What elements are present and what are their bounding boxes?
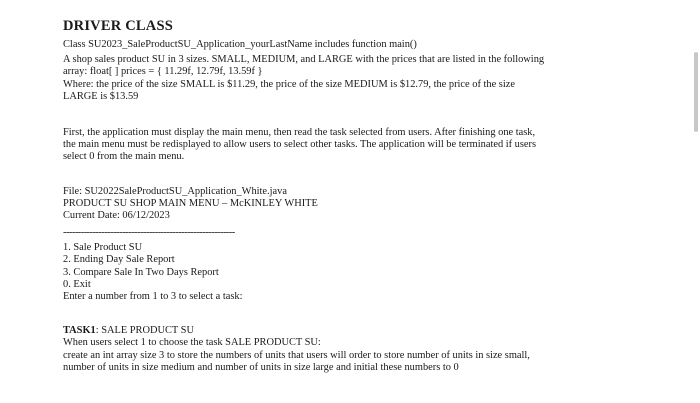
task1-description-line-3: number of units in size medium and number of units in size large and initial these numbers to 0	[63, 361, 459, 373]
task1-label: TASK1	[63, 325, 96, 337]
menu-separator: ----------------------------------------------------------	[63, 228, 235, 239]
task1-description-line-2: create an int array size 3 to store the numbers of units that users will order to store number of units in size small,	[63, 349, 530, 361]
task1-description-line-1: When users select 1 to choose the task SALE PRODUCT SU:	[63, 337, 321, 349]
vertical-scrollbar[interactable]	[694, 52, 698, 132]
menu-item-exit: 0. Exit	[63, 278, 91, 290]
page-title: DRIVER CLASS	[63, 18, 173, 34]
menu-item-compare-sale: 3. Compare Sale In Two Days Report	[63, 266, 219, 278]
flow-description-line-3: select 0 from the main menu.	[63, 151, 185, 163]
task1-title: : SALE PRODUCT SU	[95, 325, 194, 337]
menu-prompt: Enter a number from 1 to 3 to select a task:	[63, 291, 243, 303]
sample-menu-heading: PRODUCT SU SHOP MAIN MENU – McKINLEY WHITE	[63, 197, 318, 209]
menu-item-sale-product: 1. Sale Product SU	[63, 242, 143, 254]
flow-description-line-2: the main menu must be redisplayed to allow users to select other tasks. The application will be terminated if users	[63, 139, 537, 151]
price-description-line-1: Where: the price of the size SMALL is $11.29, the price of the size MEDIUM is $12.79, the price of the size	[63, 78, 515, 90]
class-description: Class SU2023_SaleProductSU_Application_yourLastName includes function main()	[63, 39, 417, 50]
menu-item-ending-day-report: 2. Ending Day Sale Report	[63, 254, 175, 266]
sample-file-name: File: SU2022SaleProductSU_Application_White.java	[63, 185, 287, 197]
document-page	[63, 18, 663, 374]
shop-description-line-1: A shop sales product SU in 3 sizes. SMALL, MEDIUM, and LARGE with the prices that are listed in the following	[63, 54, 545, 66]
shop-description-line-2: array: float[ ] prices = { 11.29f, 12.79f, 13.59f }	[63, 66, 263, 78]
price-description-line-2: LARGE is $13.59	[63, 90, 139, 102]
task1-heading	[63, 325, 663, 337]
flow-description-line-1: First, the application must display the main menu, then read the task selected from users. After finishing one task,	[63, 127, 536, 139]
sample-current-date: Current Date: 06/12/2023	[63, 210, 170, 222]
